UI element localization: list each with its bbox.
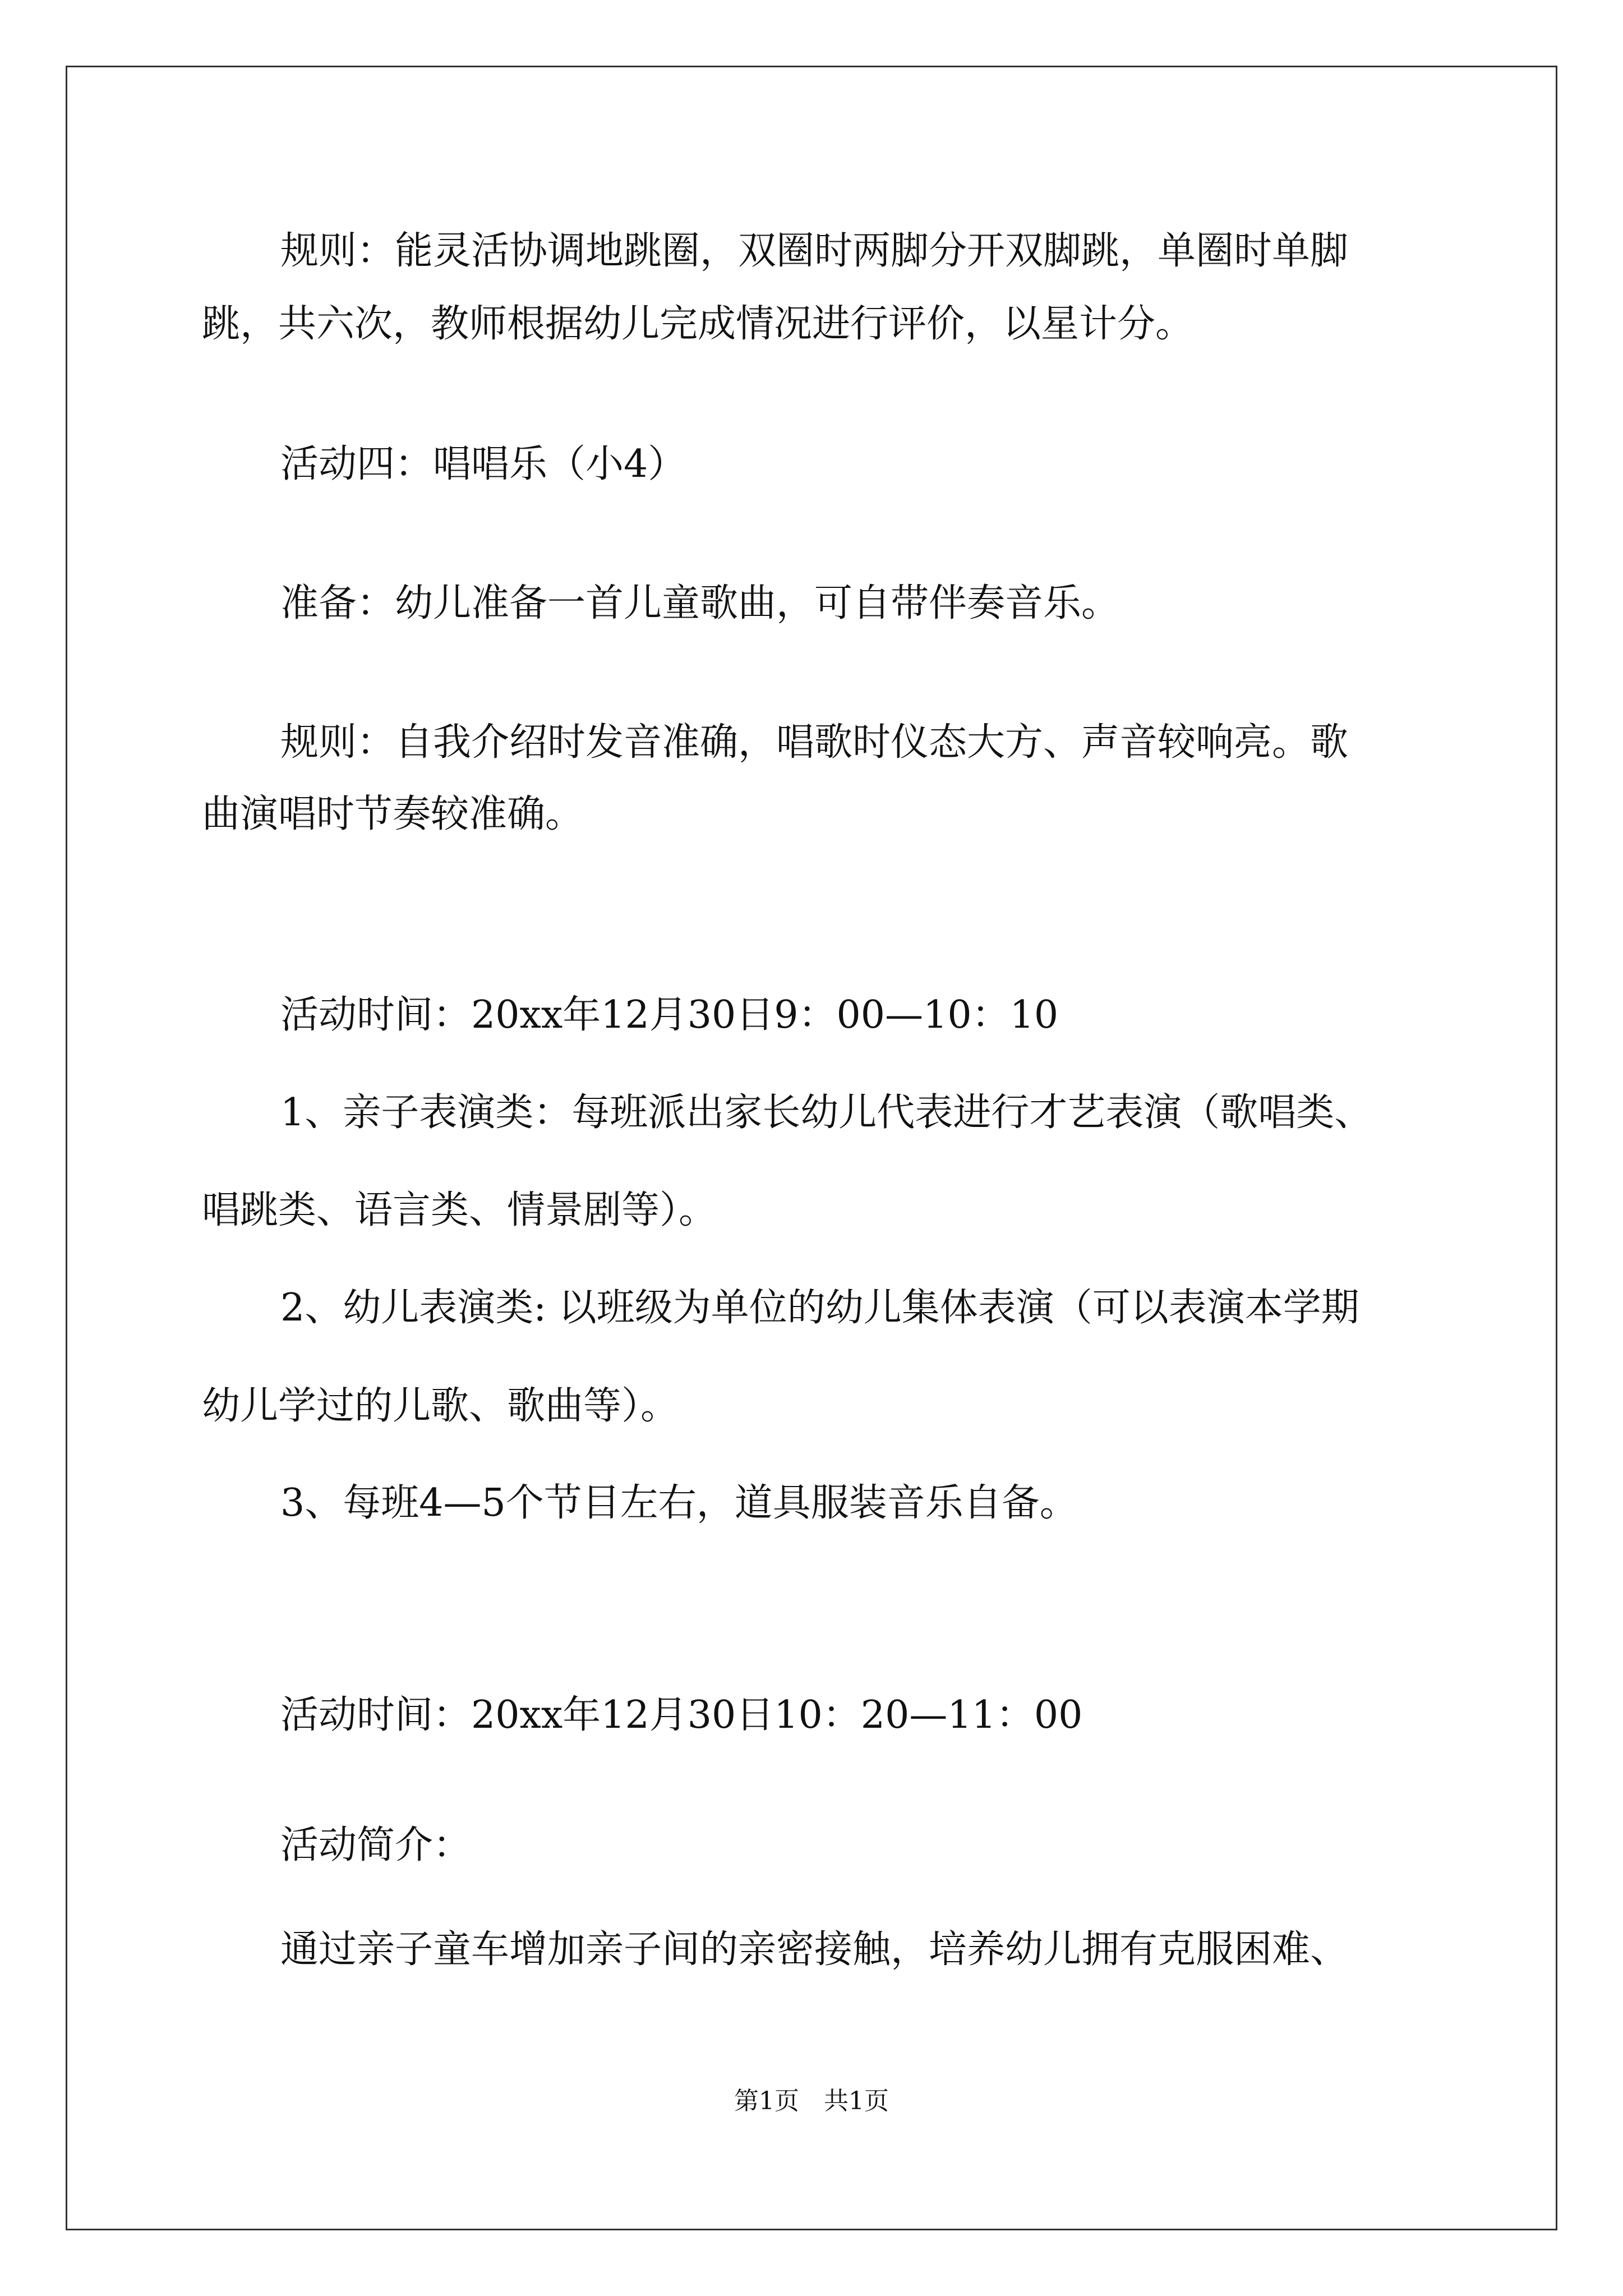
paragraph-line: 唱跳类、语言类、情景剧等）。 (202, 1188, 717, 1232)
paragraph-line: 准备：幼儿准备一首儿童歌曲，可自带伴奏音乐。 (280, 581, 1120, 625)
paragraph-line: 通过亲子童车增加亲子间的亲密接触，培养幼儿拥有克服困难、 (280, 1927, 1349, 1972)
paragraph-line: 活动简介： (280, 1823, 472, 1867)
paragraph-line: 2、幼儿表演类: 以班级为单位的幼儿集体表演（可以表演本学期 (280, 1286, 1359, 1330)
paragraph-line: 跳，共六次，教师根据幼儿完成情况进行评价，以星计分。 (202, 302, 1194, 346)
paragraph-line: 3、每班4—5个节目左右，道具服装音乐自备。 (280, 1481, 1078, 1525)
paragraph-line: 规则：自我介绍时发音准确，唱歌时仪态大方、声音较响亮。歌 (280, 720, 1349, 765)
paragraph-line: 活动四：唱唱乐（小4） (280, 442, 686, 486)
paragraph-line: 活动时间：20xx年12月30日9：00—10：10 (280, 993, 1059, 1037)
paragraph-line: 幼儿学过的儿歌、歌曲等）。 (202, 1384, 679, 1428)
page-border (66, 66, 1557, 2230)
page-footer: 第1页 共1页 (734, 2087, 889, 2115)
paragraph-line: 曲演唱时节奏较准确。 (202, 792, 584, 836)
paragraph-line: 规则：能灵活协调地跳圈，双圈时两脚分开双脚跳，单圈时单脚 (280, 229, 1349, 273)
paragraph-line: 活动时间：20xx年12月30日10：20—11：00 (280, 1693, 1083, 1737)
paragraph-line: 1、亲子表演类：每班派出家长幼儿代表进行才艺表演（歌唱类、 (280, 1091, 1373, 1135)
